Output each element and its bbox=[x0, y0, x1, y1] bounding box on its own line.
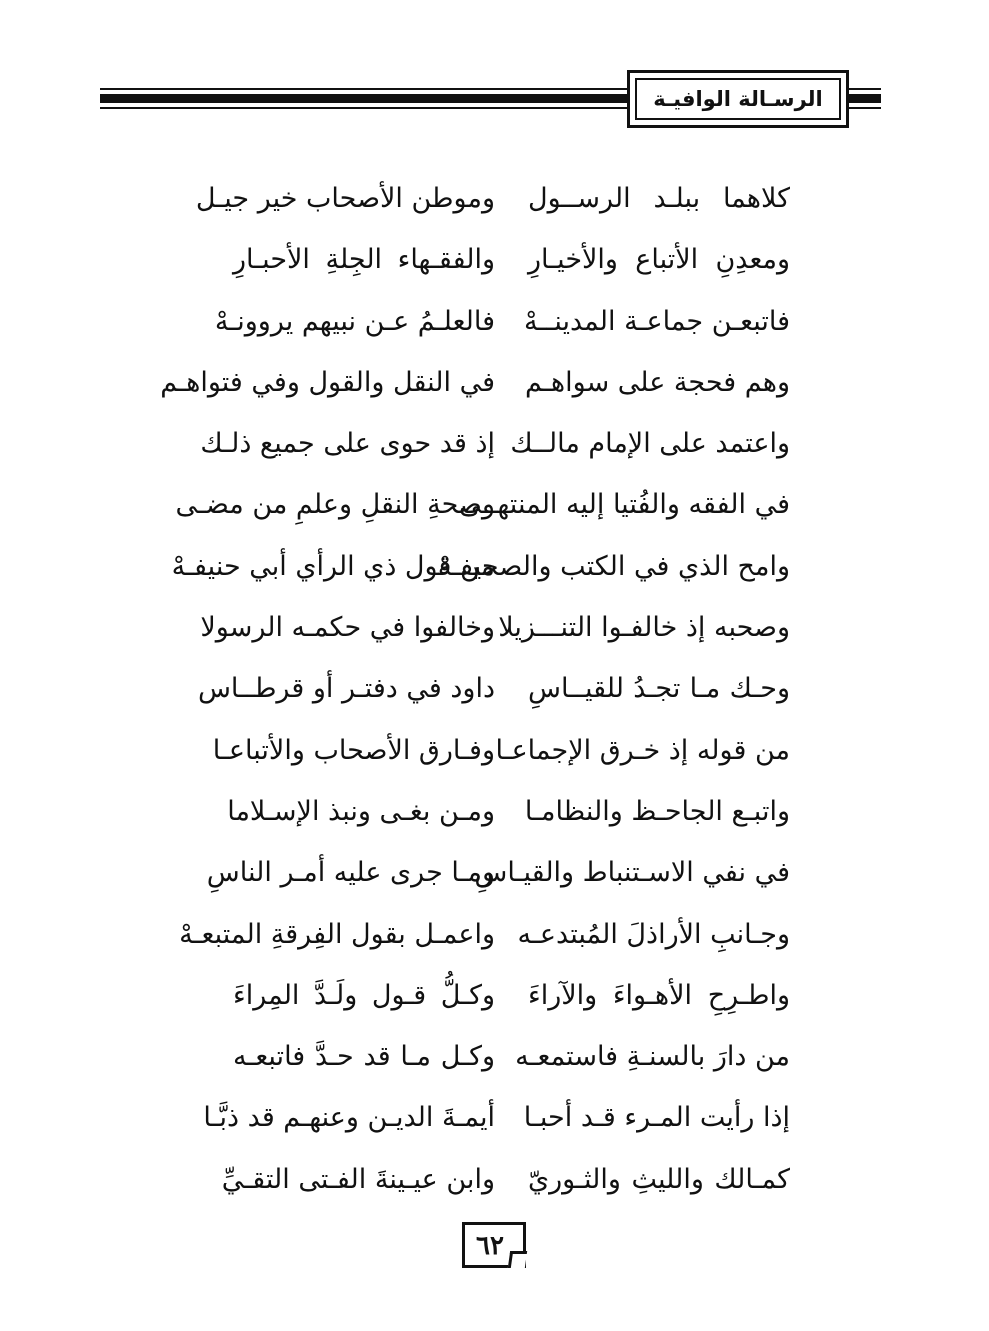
verse-second-hemistich: وفـارق الأصحاب والأتباعـا bbox=[212, 734, 495, 766]
running-title: الرسـالة الوافيـة bbox=[653, 87, 823, 111]
verse bbox=[160, 358, 790, 419]
verse-second-hemistich: ومـا جرى عليه أمـر الناسِ bbox=[206, 857, 495, 889]
verse bbox=[206, 848, 790, 909]
verse-first-hemistich: كمـالك والليثِ والثـوريّ bbox=[528, 1163, 790, 1195]
verse-first-hemistich: وهم فحجة على سواهـم bbox=[525, 366, 790, 398]
verse bbox=[200, 603, 790, 664]
verse-second-hemistich: في النقل والقول وفي فتواهـم bbox=[160, 366, 495, 398]
verse bbox=[197, 664, 790, 725]
verse bbox=[215, 297, 790, 358]
verse bbox=[200, 419, 790, 480]
verse-first-hemistich: وجـانبِ الأراذلَ المُبتدعـه bbox=[517, 918, 790, 950]
header-rule-thin-bottom bbox=[100, 107, 627, 109]
verse bbox=[175, 480, 790, 541]
verse-second-hemistich: وصحةِ النقلِ وعلمِ من مضـى bbox=[175, 489, 495, 521]
page-corner-fold-icon bbox=[508, 1251, 527, 1268]
header-rule-thin-top bbox=[100, 88, 627, 90]
verse bbox=[215, 971, 790, 1032]
verse bbox=[195, 174, 790, 235]
verse bbox=[215, 1155, 790, 1216]
verse-first-hemistich: وصحبه إذ خالفـوا التنـــزيلا bbox=[498, 612, 790, 644]
verse-second-hemistich: وكـلُّ قـول ولَـدَّ المِراءَ bbox=[233, 979, 495, 1011]
verse-first-hemistich: كلاهما ببلـد الرســول bbox=[528, 183, 790, 214]
verse bbox=[215, 1032, 790, 1093]
header-rule-right-thin-bottom bbox=[849, 107, 881, 109]
page-number-box bbox=[462, 1222, 526, 1268]
verse-second-hemistich: فالعلـمُ عـن نبيهم يروونـهْ bbox=[214, 305, 495, 337]
verse-first-hemistich: واعتمد على الإمام مالــك bbox=[510, 428, 790, 460]
page-header bbox=[0, 0, 989, 150]
verse-first-hemistich: وحـك مـا تجـدُ للقيــاسِ bbox=[528, 673, 790, 705]
verse-second-hemistich: وكـل مـا قد حـدَّ فاتبعـه bbox=[233, 1041, 495, 1073]
verse-second-hemistich: أيمـةَ الديـن وعنهـم قد ذبَّـا bbox=[203, 1102, 495, 1134]
poem-body bbox=[160, 174, 790, 1216]
verse bbox=[179, 910, 790, 971]
verse-first-hemistich: فاتبعـن جماعـة المدينــهْ bbox=[524, 305, 790, 337]
header-rule-right-thick bbox=[849, 94, 881, 103]
verse-second-hemistich: وخالفوا في حكمـه الرسولا bbox=[200, 612, 495, 644]
verse-second-hemistich: من قول ذي الرأي أبي حنيفـهْ bbox=[171, 550, 495, 582]
verse-first-hemistich: ومعدِنِ الأتباع والأخيـارِ bbox=[528, 244, 790, 276]
header-rule-thick bbox=[100, 94, 627, 103]
verse bbox=[212, 726, 790, 787]
verse bbox=[171, 542, 790, 603]
verse-second-hemistich: ومـن بغـى ونبذ الإسـلاما bbox=[227, 795, 495, 827]
verse-second-hemistich: وموطن الأصحاب خير جيـل bbox=[195, 183, 495, 214]
header-rule-right-thin-top bbox=[849, 88, 881, 90]
verse-first-hemistich: إذا رأيت المـرء قـد أحبـا bbox=[523, 1102, 790, 1134]
verse-first-hemistich: وامح الذي في الكتب والصحيفـهْ bbox=[437, 550, 790, 582]
verse bbox=[203, 1093, 790, 1154]
verse-first-hemistich: من دارَ بالسنـةِ فاستمعـه bbox=[515, 1041, 790, 1073]
verse-second-hemistich: والفقـهاء الجِلةِ الأحبـارِ bbox=[233, 244, 495, 276]
verse bbox=[215, 787, 790, 848]
verse-second-hemistich: داود في دفتـر أو قرطــاس bbox=[197, 673, 495, 705]
running-title-box bbox=[627, 70, 849, 128]
verse-first-hemistich: واتبـع الجاحـظ والنظامـا bbox=[524, 795, 790, 827]
verse-first-hemistich: من قوله إذ خـرق الإجماعـا bbox=[495, 734, 790, 766]
verse-second-hemistich: واعمـل بقول الفِرقةِ المتبعـهْ bbox=[179, 918, 495, 950]
verse-first-hemistich: في نفي الاسـتنباط والقيـاسِ bbox=[474, 857, 790, 889]
verse-first-hemistich: في الفقه والفُتيا إليه المنتهــى bbox=[459, 489, 790, 521]
page-number: ٦٢ bbox=[476, 1231, 504, 1261]
verse-second-hemistich: إذ قد حوى على جميع ذلـك bbox=[200, 428, 495, 460]
verse bbox=[215, 235, 790, 296]
verse-second-hemistich: وابن عيـينةَ الفـتى التقـيِّ bbox=[221, 1163, 495, 1195]
verse-first-hemistich: واطـرِحِ الأهـواءَ والآراءَ bbox=[528, 979, 790, 1011]
